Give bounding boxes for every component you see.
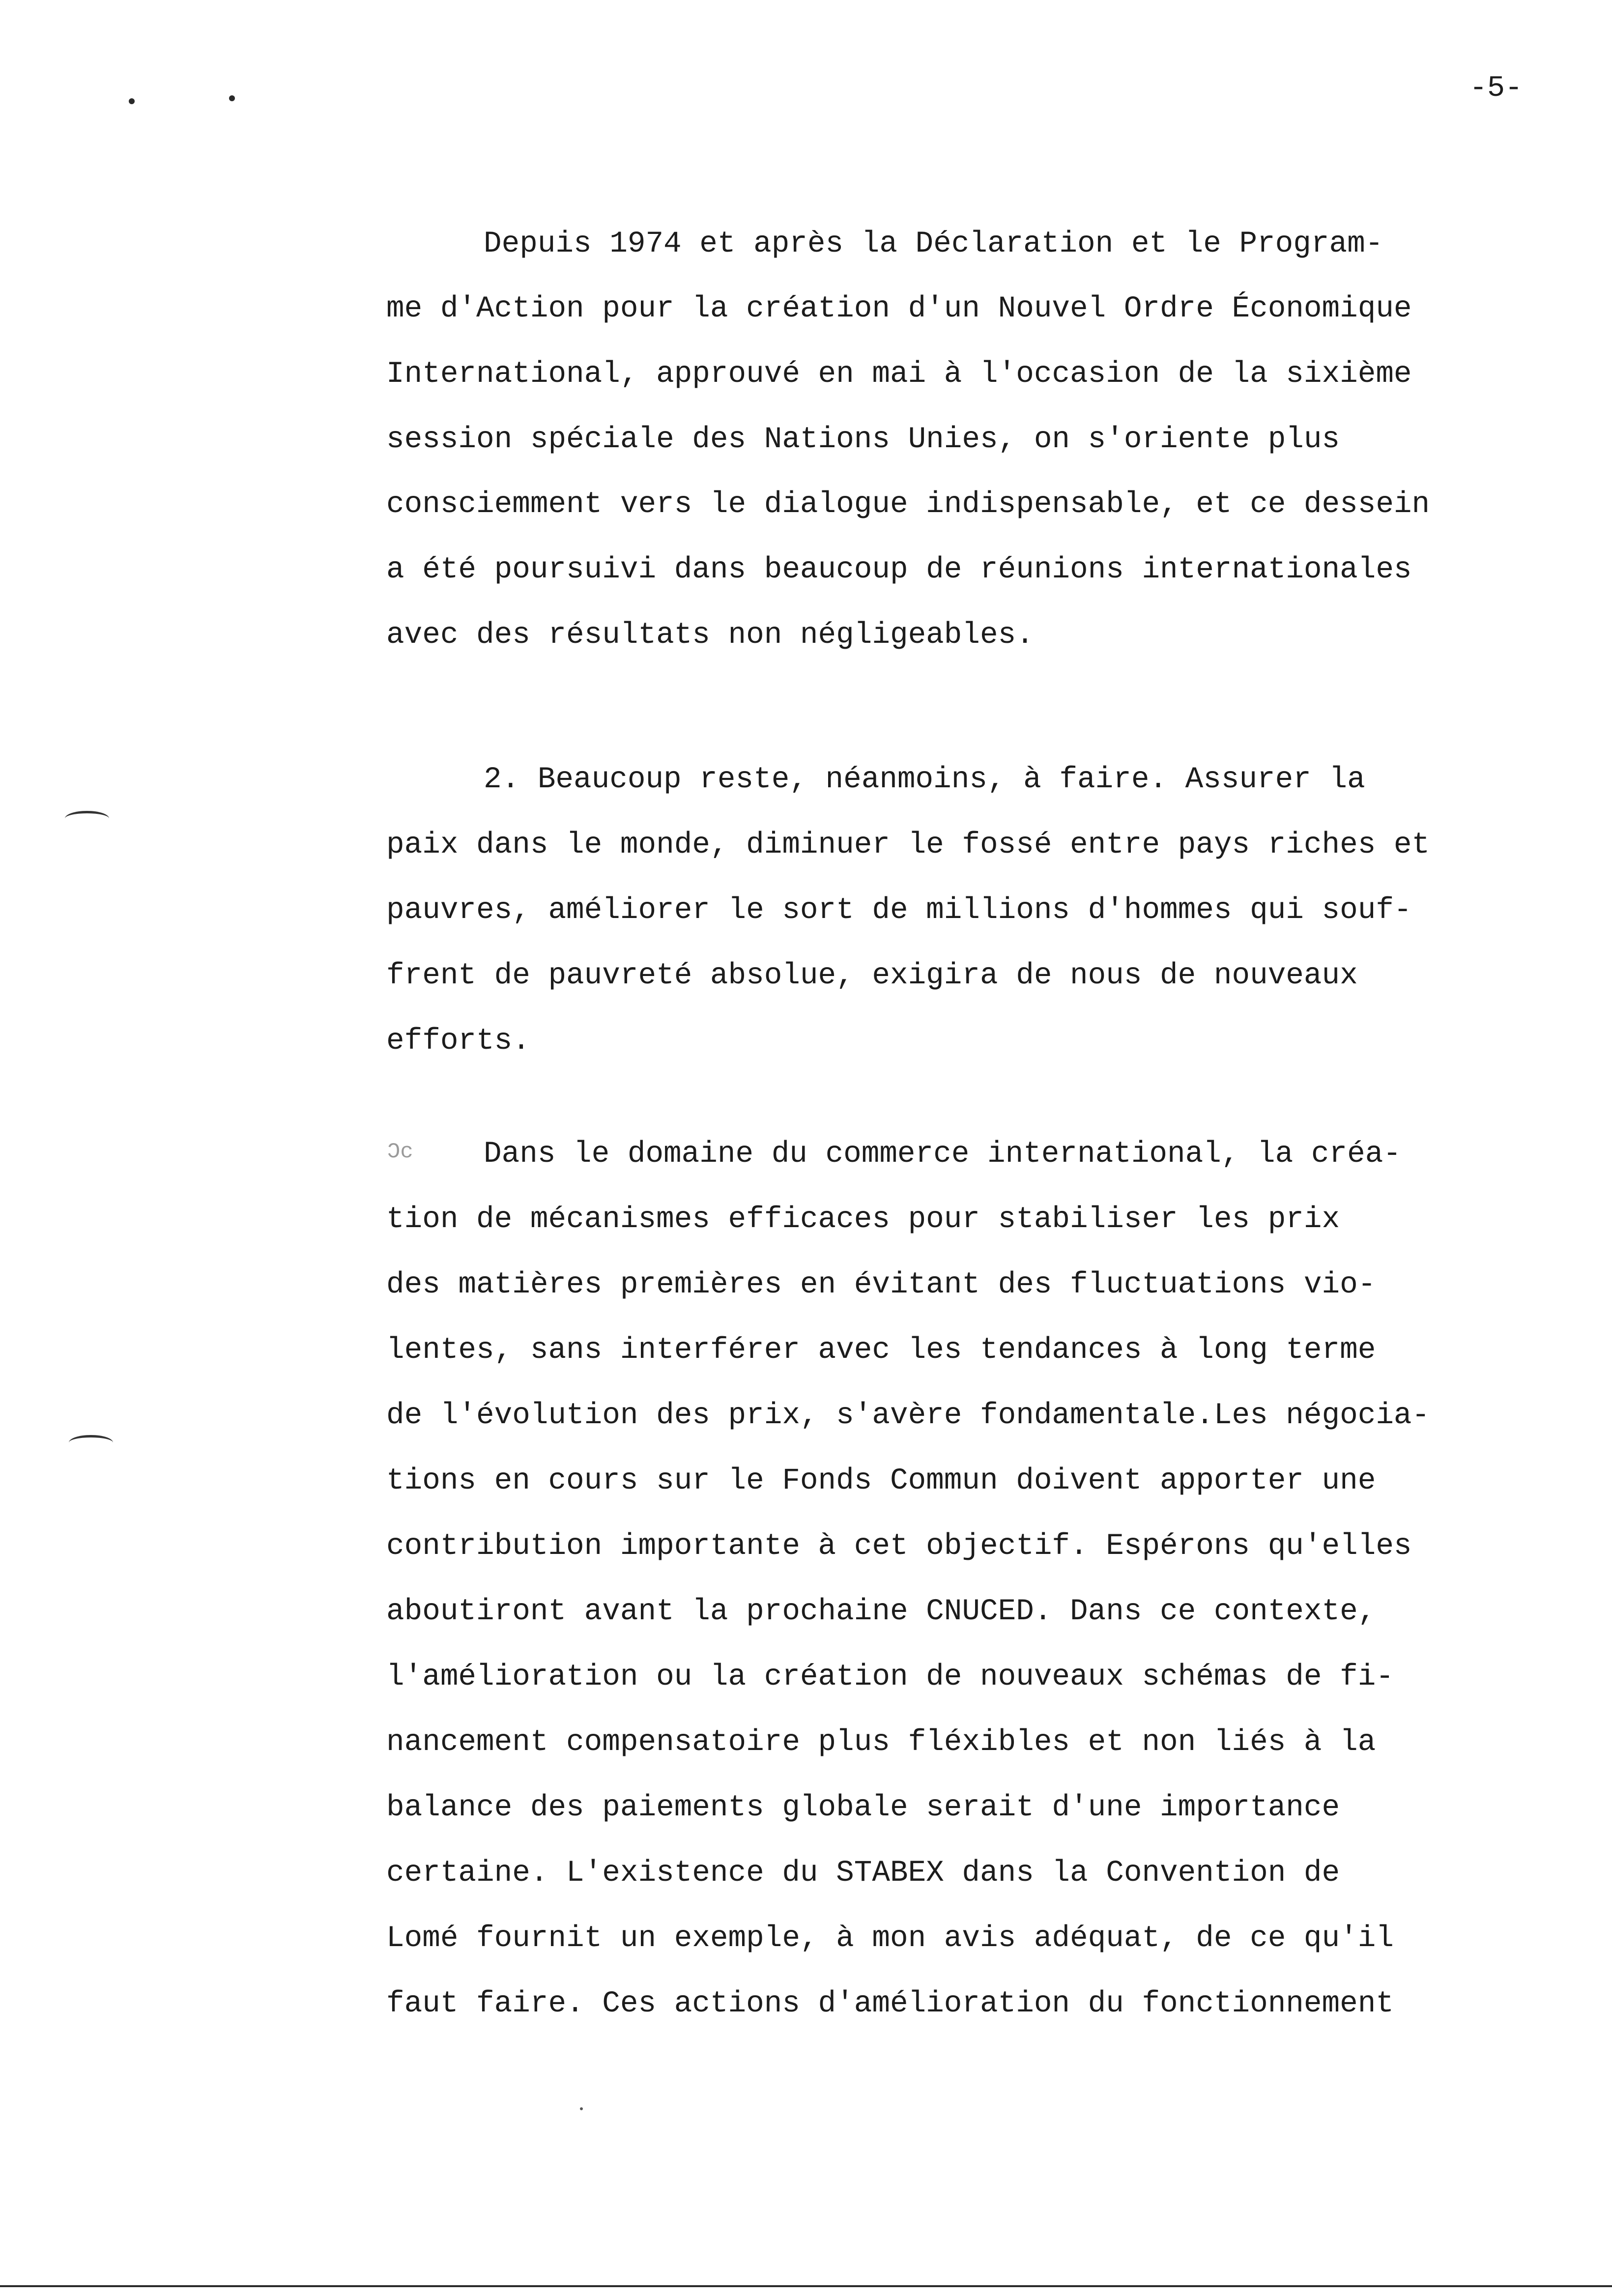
text-line: certaine. L'existence du STABEX dans la Convention de <box>386 1856 1340 1890</box>
text-line: International, approuvé en mai à l'occasion de la sixième <box>386 357 1412 391</box>
scan-dot <box>580 2107 583 2110</box>
text-line: aboutiront avant la prochaine CNUCED. Dans ce contexte, <box>386 1595 1376 1629</box>
text-line: session spéciale des Nations Unies, on s'oriente plus <box>386 423 1340 457</box>
punch-hole-mark <box>65 811 109 826</box>
scan-dot <box>129 98 135 104</box>
text-line: de l'évolution des prix, s'avère fondamentale.Les négocia- <box>386 1399 1430 1433</box>
text-line: pauvres, améliorer le sort de millions d'hommes qui souf- <box>386 893 1412 927</box>
page-number: -5- <box>1469 72 1523 105</box>
text-line: lentes, sans interférer avec les tendances à long terme <box>386 1333 1376 1367</box>
text-line: tion de mécanismes efficaces pour stabiliser les prix <box>386 1203 1340 1236</box>
text-line: Depuis 1974 et après la Déclaration et le Program- <box>484 227 1383 261</box>
text-line: contribution importante à cet objectif. Espérons qu'elles <box>386 1529 1412 1563</box>
text-line: consciemment vers le dialogue indispensable, et ce dessein <box>386 488 1430 521</box>
text-line: faut faire. Ces actions d'amélioration du fonctionnement <box>386 1987 1394 2021</box>
text-line: paix dans le monde, diminuer le fossé entre pays riches et <box>386 828 1430 862</box>
text-line: frent de pauvreté absolue, exigira de nous de nouveaux <box>386 959 1358 993</box>
text-line: efforts. <box>386 1024 530 1058</box>
text-line: l'amélioration ou la création de nouveaux schémas de fi- <box>386 1660 1394 1694</box>
margin-mark: Ɔc <box>387 1140 413 1164</box>
text-line: a été poursuivi dans beaucoup de réunions internationales <box>386 553 1412 587</box>
text-line: 2. Beaucoup reste, néanmoins, à faire. Assurer la <box>484 763 1365 797</box>
scan-dot <box>229 95 235 101</box>
text-line: balance des paiements globale serait d'une importance <box>386 1791 1340 1825</box>
text-line: me d'Action pour la création d'un Nouvel Ordre Économique <box>386 292 1412 326</box>
bottom-edge-rule <box>0 2285 1612 2287</box>
text-line: nancement compensatoire plus fléxibles et non liés à la <box>386 1725 1376 1759</box>
text-line: avec des résultats non négligeables. <box>386 618 1034 652</box>
text-line: Lomé fournit un exemple, à mon avis adéquat, de ce qu'il <box>386 1922 1394 1955</box>
punch-hole-mark <box>69 1435 113 1450</box>
text-line: Dans le domaine du commerce international, la créa- <box>484 1137 1401 1171</box>
text-line: des matières premières en évitant des fluctuations vio- <box>386 1268 1376 1302</box>
text-line: tions en cours sur le Fonds Commun doivent apporter une <box>386 1464 1376 1498</box>
